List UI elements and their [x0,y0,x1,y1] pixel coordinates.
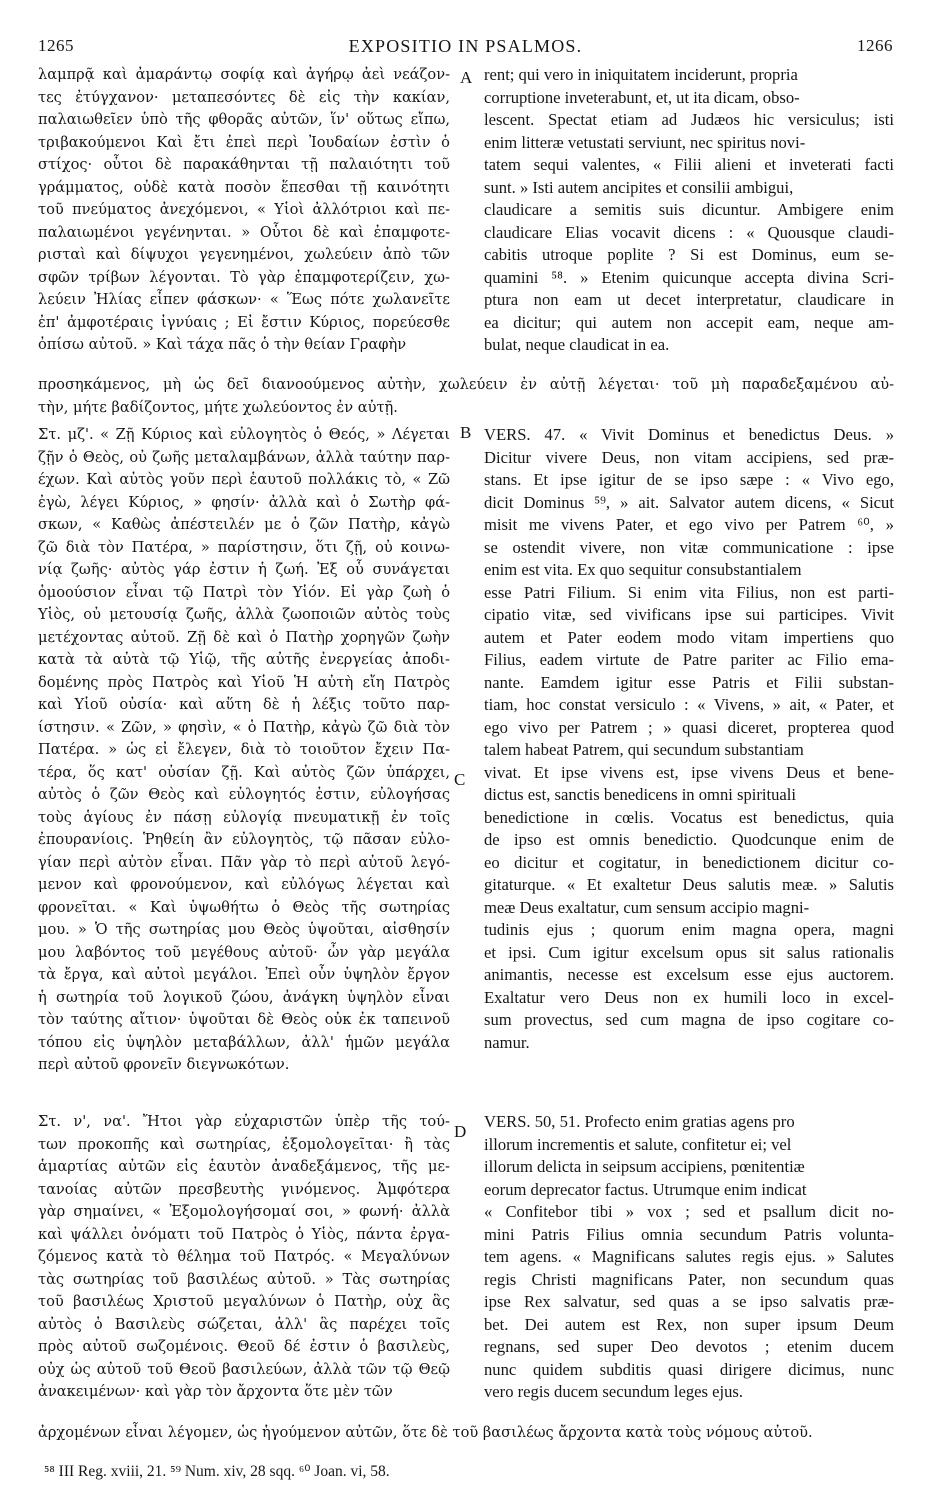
text-line: πρὸς αὐτοῦ σωζομένοις. Θεοῦ δέ ἐστιν ὁ βασιλεὺς, [38,1338,451,1355]
text-line: αὐτὸς ὁ ζῶν Θεὸς καὶ εὐλογητός ἐστιν, εὐλογήσας [38,786,451,803]
text-line: quamini ⁵⁸. » Etenim quicunque accepta divina Scri- [484,267,894,287]
text-line: ζῇν ὁ Θεὸς, οὐ ζωῆς μεταλαμβάνων, ἀλλὰ ταύτην παρ- [38,448,451,466]
text-line: bet. Dei autem est Rex, non super ipsum Deum [484,1314,895,1334]
text-line: tudinis ejus ; quorum enim magna opera, magni [484,920,894,939]
text-line: cabitis utroque poplite ? Si est Dominus, eum se- [484,245,894,264]
text-line: mini Patris Filius omnia secundum Patris volunta- [484,1224,895,1244]
text-line: καὶ Υἱοῦ οὐσία· καὶ αὕτη δὲ ἡ λέξις τοῦτο παρ- [38,696,450,713]
text-line: δομένης πρὸς Πατρὸς καὶ Υἱοῦ Ἡ αὐτὴ εἴη Πατρὸς [38,673,450,691]
text-line: Υἱὸς, οὐ μετουσίᾳ ζωῆς, ἀλλὰ ζωοποιῶν αὐτὸς τοὺς [38,606,451,623]
text-line: ipse Rex salvatur, sed quas a se ipso salvatis præ- [484,1292,895,1311]
text-line: eo dicitur et cogitatur, in benedictionem dicitur co- [484,852,894,872]
text-line: ζόμενος κατὰ τὸ θέλημα τοῦ Πατρός. « Μεγαλύνων [38,1248,450,1265]
text-line: regnans, sed super Deo devotos ; etenim ducem [484,1337,894,1356]
latin-paragraph-3 [484,1111,894,1404]
text-line: στίχος· οὗτοι δὲ παρακάθηνται τῇ παλαιότητι τοῦ [38,156,450,173]
greek-paragraph-2 [38,424,450,1077]
text-line: παλαιωμένοι γεγένηνται. » Οὗτοι δὲ καὶ ἐπαμφοτε- [38,223,451,241]
text-line: corruptione inveterabunt, et, ut ita dicam, obso- [484,87,800,107]
text-line: νίᾳ ζωῆς· αὐτὸς γάρ ἐστιν ἡ ζωή. Ἐξ οὗ συνάγεται [38,561,450,578]
text-line: Στ. ν', να'. Ἤτοι γὰρ εὐχαριστῶν ὑπὲρ τῆς τού- [38,1113,450,1130]
text-line: τὴν, μήτε βαδίζοντος, μήτε χωλεύοντος ἐν αὐτῇ. [38,398,398,416]
greek-paragraph-3 [38,1111,450,1404]
text-line: enim litteræ vetustati serviunt, nec spiritus novi- [484,132,806,152]
text-line: περὶ αὐτοῦ φρονεῖν διεγνωκότων. [38,1056,290,1073]
running-title: EXPOSITIO IN PSALMOS. [348,36,583,56]
text-line: προσηκάμενος, μὴ ὡς δεῖ διανοούμενος αὐτὴν, χωλεύειν ἐν αὐτῇ λέγεται· τοῦ μὴ παραδεξαμένου αὐ- [38,376,895,393]
text-line: sunt. » Isti autem ancipites et consilii ambigui, [484,177,794,197]
text-line: σκων, « Καθὼς ἀπέστειλέν με ὁ ζῶν Πατὴρ, κἀγὼ [38,516,451,533]
text-line: VERS. 47. « Vivit Dominus et benedictus Deus. » [484,425,895,444]
text-line: tiam, hoc constat versiculo : « Vivens, » ait, « Pater, et [484,695,894,714]
text-line: τανοίας αὐτῶν πρεσβευτὴς γινόμενος. Ἀμφότερα [38,1180,451,1198]
text-line: μετέχοντας αὐτοῦ. Ζῇ δὲ καὶ ὁ Πατὴρ χορηγῶν ζωὴν [38,628,451,646]
text-line: benedictione in cœlis. Vocatus est benedictus, quia [484,807,895,827]
text-line: claudicare Elias vocavit dicens : « Quousque claudi- [484,222,894,242]
text-line: meæ Deus exaltatur, cum sensum accipio magni- [484,897,810,917]
text-line: enim est vita. Ex quo sequitur consubstantialem [484,560,802,579]
text-line: έχων. Καὶ αὐτὸς γοῦν περὶ ἑαυτοῦ πολλάκις τὸ, « Ζῶ [38,471,451,488]
text-line: μου. » Ὁ τῆς σωτηρίας μου Θεὸς ὑψοῦται, αἰσθησίν [38,921,450,938]
text-line: stans. Et ipse igitur de se ipso sæpe : « Vivo ego, [484,470,894,489]
text-line: παλαιωθεῖεν ὑπὸ τῆς φθορᾶς αὐτῶν, ἵν' οὕτως εἴπω, [38,111,451,128]
text-line: γράμματος, οὐδὲ κατὰ ποσὸν ἕπεσθαι τῇ καινότητι [38,178,450,196]
text-line: eorum deprecator factus. Utrumque enim indicat [484,1179,807,1199]
text-line: ἡ σωτηρία τοῦ λογικοῦ ζώου, ἀνάγκη ὑψηλὸν εἶναι [38,988,451,1006]
text-line: ζῶ διὰ τὸν Πατέρα, » παρίστησιν, ὅτι ζῇ, οὐ κοινω- [38,538,450,556]
text-line: nunc quidem subditis quasi dirigere dicimus, nunc [484,1359,894,1379]
text-line: αὐτὸς ὁ Βασιλεὺς σώζεται, ἀλλ' ἃς παρέχει τοῖς [38,1315,450,1333]
text-line: ὀπίσω αὐτοῦ. » Καὶ τάχα πᾶς ὁ τὴν θείαν Γραφὴν [38,336,407,353]
text-line: cipatio vitæ, sed vivificans ipse sui participes. Vivit [484,605,895,624]
section-marker-d: D [454,1122,467,1141]
text-line: Dicitur vivere Deus, non vitam accipiens, sed præ- [484,447,894,467]
text-line: esse Patri Filium. Si enim vita Filius, non est parti- [484,582,895,602]
text-line: ἐπ' ἀμφοτέραις ἰγνύαις ; Εἰ ἔστιν Κύριος, πορεύεσθε [38,313,450,331]
text-line: vivat. Et ipse vivens est, ipse vivens Deus et bene- [484,762,894,782]
running-header [38,36,893,58]
text-line: γὰρ σημαίνει, « Ἐξομολογήσομαί σοι, » φωνή· ἀλλὰ [38,1203,451,1220]
text-line: ἐπουρανίοις. Ῥηθείη ἂν εὐλογητὸς, τῷ πᾶσαν εὐλο- [38,831,451,848]
text-line: τοὺς ἁγίους ἐν πάσῃ εὐλογίᾳ πνευματικῇ ἐν τοῖς [38,808,450,826]
greek-paragraph-1 [38,64,450,357]
text-line: ρισταὶ καὶ δίψυχοι γεγενημένοι, χωλεύειν ἀπὸ τῶν [38,246,450,263]
text-line: claudicare a semitis suis dicuntur. Ambigere enim [484,200,894,219]
text-line: tatem sequi valentes, « Filii alieni et inveterati facti [484,155,894,174]
text-line: ὁμοούσιον εἶναι τῷ Πατρὶ τὸν Υἱόν. Εἰ γὰρ ζωὴ ὁ [38,583,450,601]
text-line: et ipsi. Cum igitur excelsum opus sit salus rationalis [484,942,894,962]
text-line: rent; qui vero in iniquitatem inciderunt, propria [484,65,798,84]
text-line: namur. [484,1032,530,1052]
text-line: « Confitebor tibi » vox ; sed et psallum dicit no- [484,1202,894,1221]
section-marker-c: C [454,770,466,789]
text-line: VERS. 50, 51. Profecto enim gratias agens pro [484,1112,795,1131]
text-line: Exaltatur vero Deus non ex humili loco in excel- [484,987,894,1007]
text-line: ίστησιν. « Ζῶν, » φησὶν, « ὁ Πατὴρ, κἀγὼ ζῶ διὰ τὸν [38,718,451,736]
text-line: τοῦ βασιλέως Χριστοῦ μεγαλύνων ὁ Πατὴρ, οὐχ ἃς [38,1293,451,1310]
text-line: Filius, eadem virtute de Patre pariter ac Filio ema- [484,650,894,669]
text-line: lescent. Spectat etiam ad Judæos hic versiculus; isti [484,110,894,129]
text-line: bulat, neque claudicat in ea. [484,335,670,354]
text-line: γίαν περὶ αὐτὸν εἶναι. Πᾶν γὰρ τὸ περὶ αὐτοῦ λεγό- [38,853,451,871]
text-line: Πατέρα. » ὡς εἰ ἔλεγεν, διὰ τὸ τοιοῦτον ἔχειν Πα- [38,741,450,758]
text-line: sum provectus, sed cum magna de ipso cogitare co- [484,1010,894,1029]
text-line: talem habeat Patrem, qui secundum substantiam [484,740,804,759]
text-line: ptura non eam ut decet interpretatur, claudicare in [484,290,895,309]
text-line: λεύειν Ἠλίας εἶπεν φάσκων· « Ἕως πότε χωλανεῖτε [38,291,450,308]
text-line: τέρα, ὅς κατ' οὐσίαν ζῇ. Καὶ αὐτὸς ζῶν ὑπάρχει, [38,763,451,781]
text-line: φρονεῖται. « Καὶ ὑψωθήτω ὁ Θεὸς τῆς σωτηρίας [38,898,450,916]
text-line: ἀνακειμένων· καὶ γὰρ τὸν ἄρχοντα ὅτε μὲν τῶν [38,1383,393,1400]
text-line: regis Christi magnificans Pater, non secundum quas [484,1269,895,1289]
text-line: τριβακούμενοι Καὶ ἔτι ἐπεὶ περὶ Ἰουδαίων ἐστὶν ὁ [38,133,450,151]
text-line: dicit Dominus ⁵⁹, » ait. Salvator autem dicens, « Sicut [484,492,894,512]
text-line: tem agens. « Magnificans salutes regis ejus. » Salutes [484,1247,895,1266]
page-number-left: 1265 [38,36,74,55]
section-marker-b: B [460,423,472,442]
text-line: τοῦ πνεύματος ἀνεχόμενοι, « Υἱοὶ ἀλλότριοι καὶ πε- [38,201,451,218]
text-line: animantis, necesse est excelsum esse ejus auctorem. [484,965,894,984]
section-marker-a: A [460,68,473,87]
text-line: se ostendit vivere, non vitæ communicatione : ipse [484,537,894,557]
greek-fullwidth-2 [38,1422,894,1445]
text-line: ea dicitur; qui autem non accepit eam, neque am- [484,312,895,332]
text-line: των προκοπῆς καὶ σωτηρίας, ἐξομολογεῖται· ἢ τὰς [38,1135,450,1153]
text-line: ἀρχομένων εἶναι λέγομεν, ὡς ἡγούμενον αὐτῶν, ὅτε δὲ τοῦ βασιλέως ἄρχοντα κατὰ τοὺς νόμους αὐτοῦ. [38,1424,813,1441]
text-line: ἁμαρτίας αὐτῶν εἰς ἑαυτὸν ἀναδεξάμενος, τῆς με- [38,1158,450,1175]
text-line: λαμπρᾷ καὶ ἀμαράντῳ σοφίᾳ καὶ ἀγήρῳ ἀεὶ νεάζον- [38,66,451,83]
latin-paragraph-1 [484,64,894,357]
text-line: nante. Eamdem igitur esse Patris et Filii substan- [484,672,894,692]
footnotes: ⁵⁸ III Reg. xviii, 21. ⁵⁹ Num. xiv, 28 sqq. ⁶⁰ Joan. vi, 58. [44,1463,390,1480]
text-line: τὰ ἔργα, καὶ αὐτοὶ μεγάλοι. Ἐπεὶ οὖν ὑψηλὸν ἔργον [38,966,451,983]
text-line: ego vivo per Patrem ; » quasi diceret, propterea quod [484,717,895,737]
text-line: illorum incrementis et salute, confitetur ei; vel [484,1134,792,1154]
text-line: de ipso est omnis benedictio. Quodcunque enim de [484,830,895,849]
text-line: illorum delicta in seipsum accipiens, pœnitentiæ [484,1157,805,1176]
text-line: τόπου εἰς ὑψηλὸν μεταβάλλων, ἀλλ' ἡμῶν μεγάλα [38,1033,450,1051]
greek-fullwidth-1 [38,374,894,419]
text-line: σφῶν τρίβων λέγονται. Τὸ γὰρ ἐπαμφοτερίζειν, χω- [38,268,450,286]
text-line: οὐχ ὡς αὐτοῦ τοῦ Θεοῦ βασιλεύων, ἀλλὰ τῶν τῷ Θεῷ [38,1360,450,1378]
text-line: κατὰ τὰ αὐτὰ τῷ Υἱῷ, τῆς αὐτῆς ἐνεργείας ἀποδι- [38,651,450,668]
text-line: vero regis ducem secundum leges ejus. [484,1382,743,1401]
text-line: μενον καὶ φρονούμενον, καὶ εὐλόγως λέγεται καὶ [38,876,450,893]
text-line: autem et Pater eodem modo vitam impertiens quo [484,627,894,647]
text-line: καὶ ψάλλει ὀνόματι τοῦ Πατρὸς ὁ Υἱὸς, πάντα ἐργα- [38,1225,450,1243]
latin-paragraph-2 [484,424,894,1054]
text-line: gitaturque. « Et exaltetur Deus salutis meæ. » Salutis [484,875,894,894]
text-line: dictus est, sanctis benedicens in omni spirituali [484,785,796,804]
page-number-right: 1266 [857,36,893,55]
text-line: misit me vivens Pater, et ego vivo per Patrem ⁶⁰, » [484,515,894,534]
text-line: τὰς σωτηρίας τοῦ βασιλέως αὐτοῦ. » Τὰς σωτηρίας [38,1270,451,1288]
text-line: Στ. μζ'. « Ζῇ Κύριος καὶ εὐλογητὸς ὁ Θεός, » Λέγεται [38,426,450,443]
text-line: μου λαβόντος τοῦ μεγέθους αὐτοῦ· ὧν γὰρ μεγάλα [38,943,451,961]
text-line: τὸν ταύτης αἴτιον· ὑψοῦται δὲ Θεὸς οὐκ ἐκ ταπεινοῦ [38,1011,451,1028]
text-line: τες ἐτύγχανον· μεταπεσόντες δὲ εἰς τὴν κακίαν, [38,88,451,106]
text-line: ἐγὼ, λέγει Κύριος, » φησίν· ἀλλὰ καὶ ὁ Σωτὴρ φά- [38,493,451,511]
